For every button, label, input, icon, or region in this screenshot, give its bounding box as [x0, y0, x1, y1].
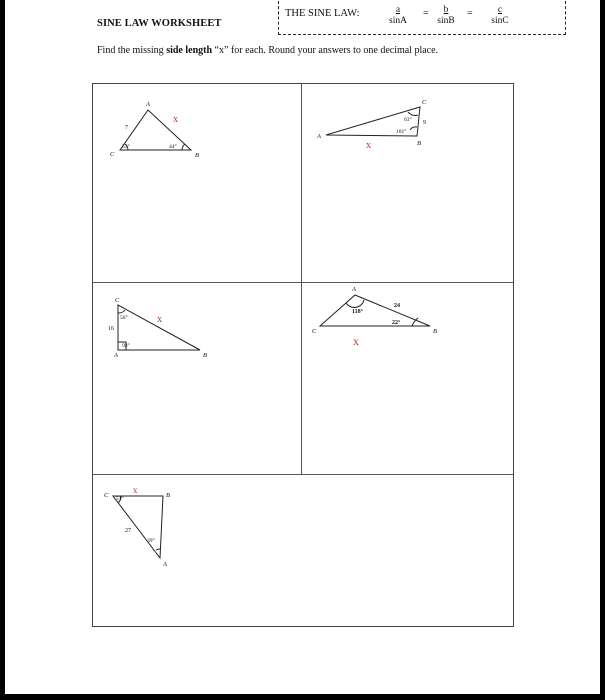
- angle-label: 39°: [147, 538, 155, 544]
- angle-label: 44°: [169, 144, 177, 150]
- vertex-label: C: [115, 297, 120, 304]
- fraction-denominator: sinC: [491, 16, 509, 26]
- equals-sign: =: [467, 8, 473, 19]
- vertex-label: B: [417, 140, 421, 147]
- angle-label: 22°: [392, 320, 401, 326]
- angle-arc: [408, 112, 418, 115]
- triangle-problem-3: [118, 305, 200, 350]
- fraction-numerator: c: [497, 5, 503, 15]
- triangle-shape: [320, 295, 430, 326]
- triangle-problem-4: [320, 295, 430, 326]
- unknown-side-x: x: [133, 485, 138, 495]
- angle-label: 63°: [404, 117, 412, 123]
- fraction-denominator: sinB: [437, 16, 455, 26]
- angle-label: 53°: [122, 144, 130, 150]
- worksheet-title: SINE LAW WORKSHEET: [97, 18, 222, 29]
- equals-sign: =: [423, 8, 429, 19]
- triangle-problem-5: [113, 496, 163, 558]
- angle-label: 56°: [120, 315, 128, 321]
- fraction-denominator: sinA: [389, 16, 407, 26]
- vertex-label: A: [163, 561, 167, 568]
- vertex-label: C: [104, 492, 109, 499]
- angle-label: 101°: [396, 129, 407, 135]
- angle-arc: [410, 127, 417, 130]
- side-label: 16: [108, 326, 114, 332]
- side-label: 7: [125, 125, 128, 131]
- triangle-shape: [118, 305, 200, 350]
- unknown-side-x: x: [157, 314, 162, 325]
- fraction-numerator: a: [395, 5, 401, 15]
- side-label: 27: [125, 528, 131, 534]
- angle-label: 51°: [116, 496, 124, 502]
- vertex-label: B: [166, 492, 170, 499]
- angle-arc: [182, 144, 185, 150]
- vertex-label: B: [433, 328, 437, 335]
- triangle-shape: [113, 496, 163, 558]
- side-label: 24: [394, 303, 400, 309]
- angle-label: 93°: [122, 343, 130, 349]
- vertex-label: B: [195, 152, 199, 159]
- instructions-suffix: “x” for each. Round your answers to one decimal place.: [212, 45, 439, 56]
- unknown-side-x: x: [366, 140, 371, 151]
- instructions-prefix: Find the missing: [97, 45, 167, 56]
- angle-arc: [156, 549, 160, 550]
- vertex-label: A: [317, 133, 321, 140]
- angle-label: 118°: [352, 309, 364, 315]
- vertex-label: C: [312, 328, 317, 335]
- sine-law-label: THE SINE LAW:: [285, 8, 360, 19]
- angle-arc: [118, 310, 125, 313]
- vertex-label: C: [422, 99, 427, 106]
- unknown-side-x: x: [173, 114, 178, 125]
- instructions-bold: side length: [166, 45, 213, 56]
- fraction-numerator: b: [443, 5, 449, 15]
- side-label: 9: [423, 120, 426, 126]
- triangle-problem-1: [120, 110, 191, 150]
- vertex-label: A: [146, 101, 150, 108]
- vertex-label: C: [110, 151, 115, 158]
- vertex-label: A: [114, 352, 118, 359]
- triangle-shape: [120, 110, 191, 150]
- unknown-side-x: x: [353, 334, 359, 348]
- vertex-label: B: [203, 352, 207, 359]
- vertex-label: A: [352, 286, 356, 293]
